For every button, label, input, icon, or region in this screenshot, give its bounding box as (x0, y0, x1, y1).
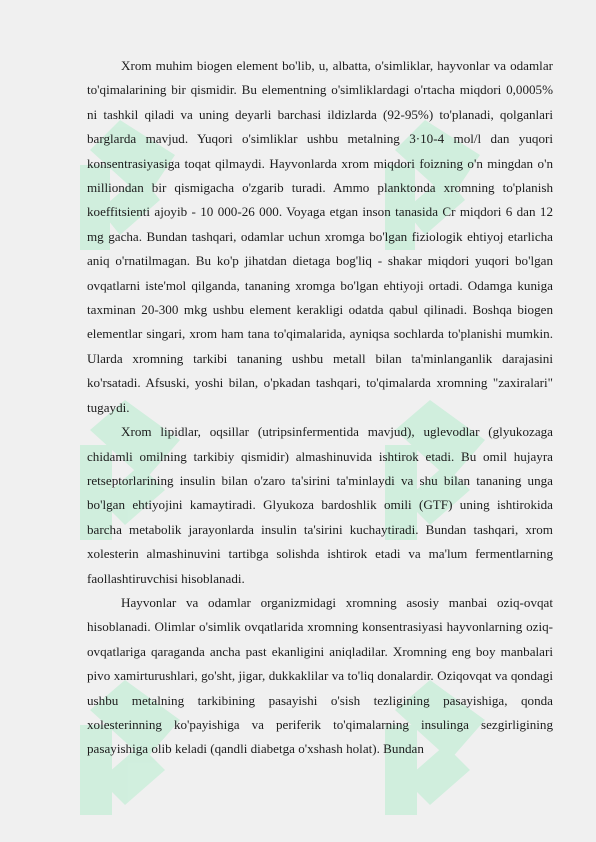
paragraph: Hayvonlar va odamlar organizmidagi xromning asosiy manbai oziq-ovqat hisoblanadi. Olimlar o'simlik ovqatlarida xromning konsentrasiyasi hayvonlarning oziq-ovqatlariga qaraganda ancha past ekanligini aniqladilar. Xromning eng boy manbalari pivo xamirturushlari, go'sht, jigar, dukkaklilar va to'liq donalardir. Oziqovqat va qondagi ushbu metalning tarkibining pasayishi o'sish tezligining pasayishiga, qonda xolesterinning ko'payishiga va periferik to'qimalarning insulinga sezgirligining pasayishiga olib keladi (qandli diabetga o'xshash holat). Bundan (87, 594, 553, 757)
paragraph: Xrom muhim biogen element bo'lib, u, albatta, o'simliklar, hayvonlar va odamlar to'qimalarining bir qismidir. Bu elementning o'simliklardagi o'rtacha miqdori 0,0005% ni tashkil qiladi va uning deyarli barchasi ildizlarda (92-95%) to'planadi, qolganlari barglarda mavjud. Yuqori o'simliklar ushbu metalning 3·10-4 mol/l dan yuqori konsentrasiyasiga toqat qilmaydi. Hayvonlarda xrom miqdori foizning o'n mingdan o'n milliondan bir qismigacha o'zgarib turadi. Ammo planktonda xromning to'planish koeffitsienti ajoyib - 10 000-26 000. Voyaga etgan inson tanasida Cr miqdori 6 dan 12 mg gacha. Bundan tashqari, odamlar uchun xromga bo'lgan fiziologik ehtiyoj etarlicha aniq o'rnatilmagan. Bu ko'p jihatdan dietaga bog'liq - shakar miqdori yuqori bo'lgan ovqatlarni iste'mol qilganda, tananing xromga bo'lgan ehtiyoji ortadi. Odamga kuniga taxminan 20-300 mkg ushbu element kerakligi odatda qabul qilinadi. Boshqa biogen elementlar singari, xrom ham tana to'qimalarida, ayniqsa sochlarda to'planishi mumkin. Ularda xromning tarkibi tananing ushbu metall bilan ta'minlanganlik darajasini ko'rsatadi. Afsuski, yoshi bilan, o'pkadan tashqari, to'qimalarda xromning "zaxiralari" tugaydi. (87, 58, 553, 415)
body-text (87, 54, 553, 762)
paragraph: Xrom lipidlar, oqsillar (utripsinfermentida mavjud), uglevodlar (glyukozaga chidamli omilning tarkibiy qismidir) almashinuvida ishtirok etadi. Bu omil hujayra retseptorlarining insulin bilan o'zaro ta'sirini ta'minlaydi va shu bilan tananing unga bo'lgan ehtiyojini kamaytiradi. Glyukoza bardoshlik omili (GTF) uning ishtirokida barcha metabolik jarayonlarda insulin ta'sirini kuchaytiradi. Bundan tashqari, xrom xolesterin almashinuvini tartibga solishda ishtirok etadi va ma'lum fermentlarning faollashtiruvchisi hisoblanadi. (87, 424, 553, 586)
